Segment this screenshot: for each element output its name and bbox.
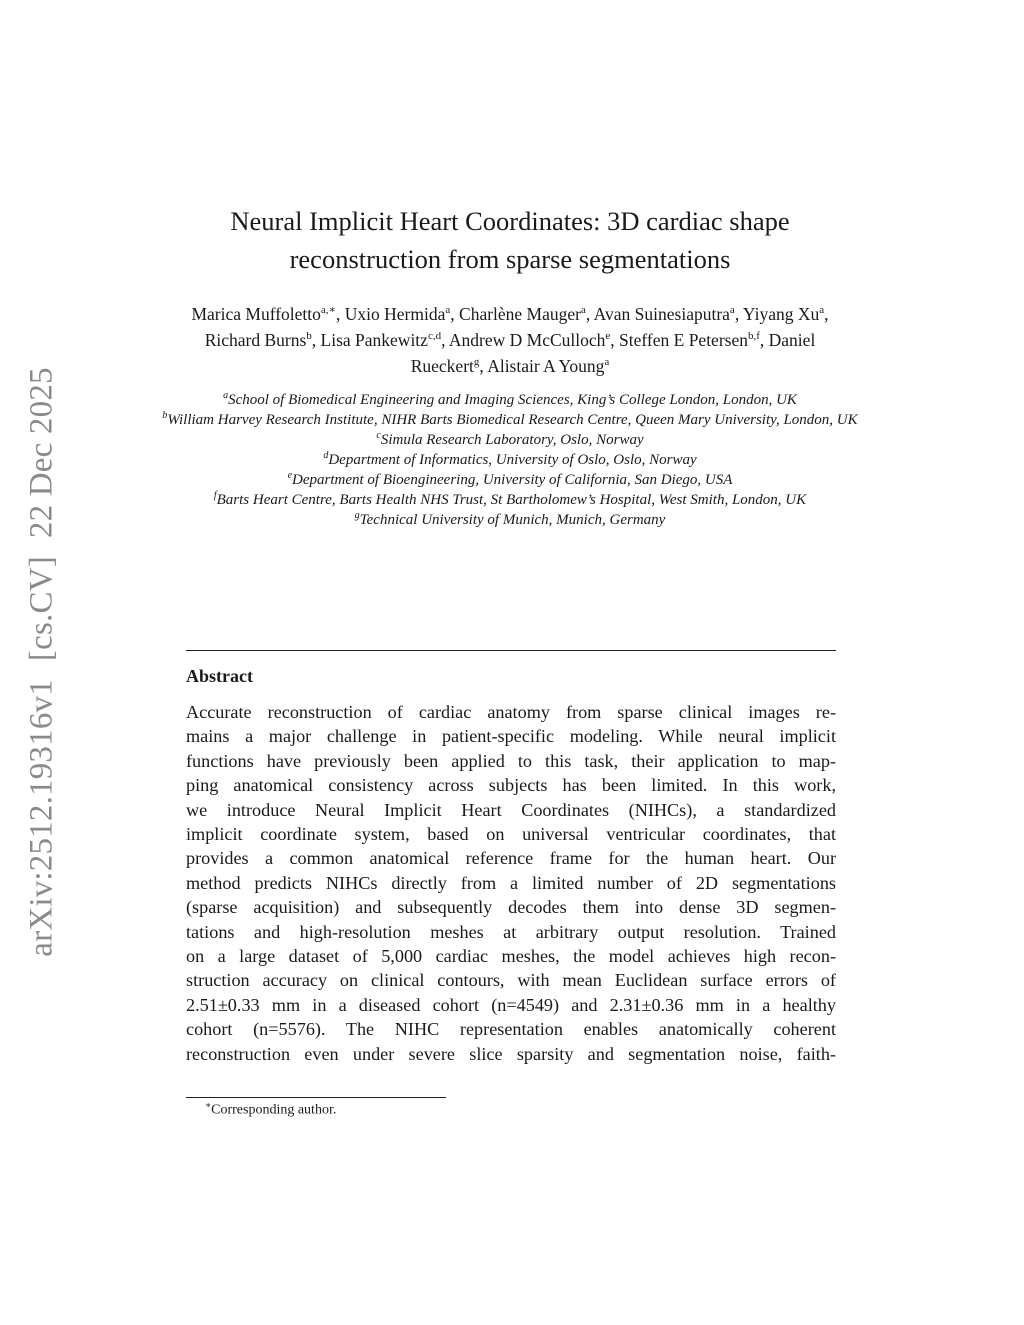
abstract-line: reconstruction even under severe slice sparsity and segmentation noise, faith- [186,1043,836,1064]
author-separator: , [759,330,769,350]
abstract-line: functions have previously been applied to this task, their application to map- [186,750,836,771]
author [345,304,459,324]
author-separator: , [824,304,829,324]
author-name: Alistair A Young [487,356,605,376]
abstract-top-rule [186,650,836,651]
author-separator: , [450,304,460,324]
affiliation-text: William Harvey Research Institute, NIHR Barts Biomedical Research Centre, Queen Mary University, London, UK [167,412,858,428]
abstract-line: struction accuracy on clinical contours, with mean Euclidean surface errors of [186,970,836,991]
author-affiliation-mark: a [729,304,735,317]
affiliation-mark: a [223,390,229,401]
affiliation [160,510,860,530]
affiliation [160,390,860,410]
arxiv-id: arXiv:2512.19316v1 [23,679,60,957]
author-affiliation-mark: b,f [747,330,760,343]
footnote-mark: ∗ [205,1100,212,1110]
author-separator: , [610,330,620,350]
affiliation-text: Technical University of Munich, Munich, Germany [359,512,666,528]
abstract-line: method predicts NIHCs directly from a limited number of 2D segmentations [186,872,836,893]
abstract-line: Accurate reconstruction of cardiac anatomy from sparse clinical images re- [186,702,836,722]
author-separator: , [479,356,488,376]
abstract-line: we introduce Neural Implicit Heart Coordinates (NIHCs), a standardized [186,799,836,820]
footnote [205,1100,336,1119]
author-separator: , [734,304,743,324]
footnote-rule [186,1097,446,1098]
title-line-2: reconstruction from sparse segmentations [289,244,731,274]
author-name: Yiyang Xu [742,304,820,324]
affiliation-text: Simula Research Laboratory, Oslo, Norway [380,432,644,448]
author-affiliation-mark: a [445,304,451,317]
author-affiliation-mark: a,∗ [320,304,337,317]
author [205,330,321,350]
author-name: Charlène Mauger [459,304,581,324]
author-affiliation-mark: c,d [427,330,442,343]
author [449,330,619,350]
affiliation-list [160,390,860,530]
author-affiliation-mark: a [580,304,586,317]
affiliation-text: Barts Heart Centre, Barts Health NHS Trust, St Bartholomew’s Hospital, West Smith, London, UK [216,492,807,508]
author-affiliation-mark: a [819,304,825,317]
abstract-line: cohort (n=5576). The NIHC representation enables anatomically coherent [186,1019,836,1040]
author-separator: , [311,330,321,350]
author-affiliation-mark: b [306,330,312,343]
author [743,304,829,324]
affiliation-text: Department of Bioengineering, University of California, San Diego, USA [292,472,733,488]
affiliation-mark: f [213,490,217,501]
abstract-heading: Abstract [186,666,253,686]
author-separator: , [336,304,345,324]
affiliation-text: Department of Informatics, University of Oslo, Oslo, Norway [328,452,697,468]
author [619,330,769,350]
affiliation [160,430,860,450]
affiliation [160,470,860,490]
footnote-text: Corresponding author. [211,1102,337,1118]
abstract-line: tations and high-resolution meshes at arbitrary output resolution. Trained [186,921,836,942]
abstract-line: mains a major challenge in patient-specific modeling. While neural implicit [186,726,836,747]
abstract-line: provides a common anatomical reference frame for the human heart. Our [186,848,836,869]
paper-title [150,202,870,278]
affiliation [160,410,860,430]
affiliation-text: School of Biomedical Engineering and Imaging Sciences, King’s College London, London, UK [228,392,797,408]
author-name: Steffen E Petersen [619,330,748,350]
arxiv-date: 22 Dec 2025 [23,367,60,539]
affiliation-mark: e [287,470,293,481]
author-name: Richard Burns [204,330,307,350]
author [487,356,609,376]
author-name: Avan Suinesiaputra [593,304,730,324]
author [191,304,344,324]
affiliation [160,450,860,470]
abstract-line: on a large dataset of 5,000 cardiac meshes, the model achieves high recon- [186,946,836,967]
affiliation-mark: c [376,430,381,441]
author-name: Andrew D McCulloch [448,330,606,350]
affiliation-mark: b [162,410,168,421]
author-name: Lisa Pankewitz [320,330,428,350]
affiliation [160,490,860,510]
author-name: Daniel Rueckert [410,330,816,376]
abstract-line: 2.51±0.33 mm in a diseased cohort (n=4549) and 2.31±0.36 mm in a healthy [186,994,836,1015]
author-separator: , [585,304,594,324]
title-line-1: Neural Implicit Heart Coordinates: 3D cardiac shape [230,206,790,236]
author-affiliation-mark: a [604,356,610,369]
author [594,304,743,324]
abstract-line: (sparse acquisition) and subsequently decodes them into dense 3D segmen- [186,897,836,918]
author-list [170,301,850,379]
affiliation-mark: d [323,450,329,461]
abstract-body [186,700,836,1066]
abstract-line: ping anatomical consistency across subjects has been limited. In this work, [186,775,836,796]
arxiv-identifier-stamp [24,367,61,956]
author-affiliation-mark: g [473,356,480,369]
author-name: Uxio Hermida [344,304,446,324]
arxiv-category: [cs.CV] [23,556,60,662]
affiliation-mark: g [354,510,360,521]
author-separator: , [441,330,449,350]
author [321,330,449,350]
abstract-line: implicit coordinate system, based on universal ventricular coordinates, that [186,824,836,845]
author-affiliation-mark: e [605,330,611,343]
author-name: Marica Muffoletto [191,304,321,324]
author [459,304,594,324]
